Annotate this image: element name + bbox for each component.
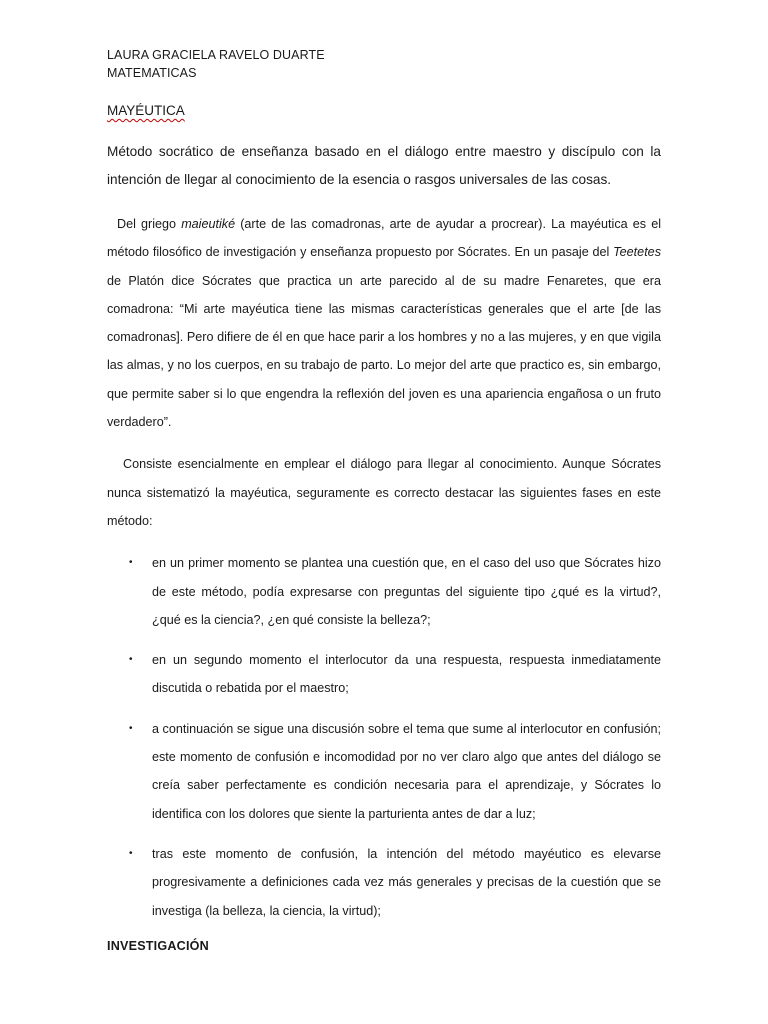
paragraph-1-part3: de Platón dice Sócrates que practica un arte parecido al de su madre Fenaretes, que era comadrona: “Mi arte mayéutica tiene las mismas características generales que el arte [de las comadronas]. Pero difiere de él en que hace parir a los hombres y no a las mujeres, y en que vigila las almas, y no los cuerpos, en su trabajo de parto. Lo mejor del arte que practico es, sin embargo, que permite saber si lo que engendra la reflexión del joven es una apariencia engañosa o un fruto verdadero”.	[107, 273, 661, 430]
author-name: LAURA GRACIELA RAVELO DUARTE	[107, 48, 325, 62]
paragraph-1	[107, 210, 661, 436]
bullet-icon: •	[129, 847, 133, 859]
paragraph-1-term: maieutiké	[181, 217, 236, 231]
phases-list	[107, 549, 661, 925]
list-item-text: a continuación se sigue una discusión sobre el tema que sume al interlocutor en confusión; este momento de confusión e incomodidad por no ver claro algo que antes del diálogo se creía saber perfectamente es condición necesaria para el aprendizaje, y Sócrates lo identifica con los dolores que siente la parturienta antes de dar a luz;	[152, 721, 661, 821]
paragraph-1-work: Teetetes	[613, 245, 661, 260]
list-item	[107, 715, 661, 828]
bullet-icon: •	[129, 722, 133, 734]
bullet-icon: •	[129, 654, 133, 666]
document-title-text: MAYÉUTICA	[107, 103, 185, 118]
list-item-text: en un segundo momento el interlocutor da una respuesta, respuesta inmediatamente discutida o rebatida por el maestro;	[152, 653, 661, 696]
list-item	[107, 840, 661, 925]
document-subtitle: Método socrático de enseñanza basado en el diálogo entre maestro y discípulo con la intención de llegar al conocimiento de la esencia o rasgos universales de las cosas.	[107, 144, 661, 187]
subject-name: MATEMATICAS	[107, 66, 197, 80]
list-item	[107, 646, 661, 703]
section-heading: INVESTIGACIÓN	[107, 938, 209, 953]
bullet-icon: •	[129, 557, 133, 569]
list-item-text: tras este momento de confusión, la intención del método mayéutico es elevarse progresivamente a definiciones cada vez más generales y precisas de la cuestión que se investiga (la belleza, la ciencia, la virtud);	[152, 846, 661, 918]
list-item-text: en un primer momento se plantea una cuestión que, en el caso del uso que Sócrates hizo de este método, podía expresarse con preguntas del siguiente tipo ¿qué es la virtud?, ¿qué es la ciencia?, ¿en qué consiste la belleza?;	[152, 556, 661, 627]
paragraph-2	[107, 450, 661, 535]
document-title	[107, 102, 661, 120]
paragraph-2-text: Consiste esencialmente en emplear el diálogo para llegar al conocimiento. Aunque Sócrates nunca sistematizó la mayéutica, seguramente es correcto destacar las siguientes fases en este método:	[107, 457, 661, 528]
paragraph-1-intro: Del griego	[117, 217, 182, 231]
list-item	[107, 549, 661, 634]
paragraph-1-part2: (arte de las comadronas, arte de ayudar a procrear). La mayéutica es el método filosófico de investigación y enseñanza propuesto por Sócrates. En un pasaje del	[107, 217, 661, 260]
